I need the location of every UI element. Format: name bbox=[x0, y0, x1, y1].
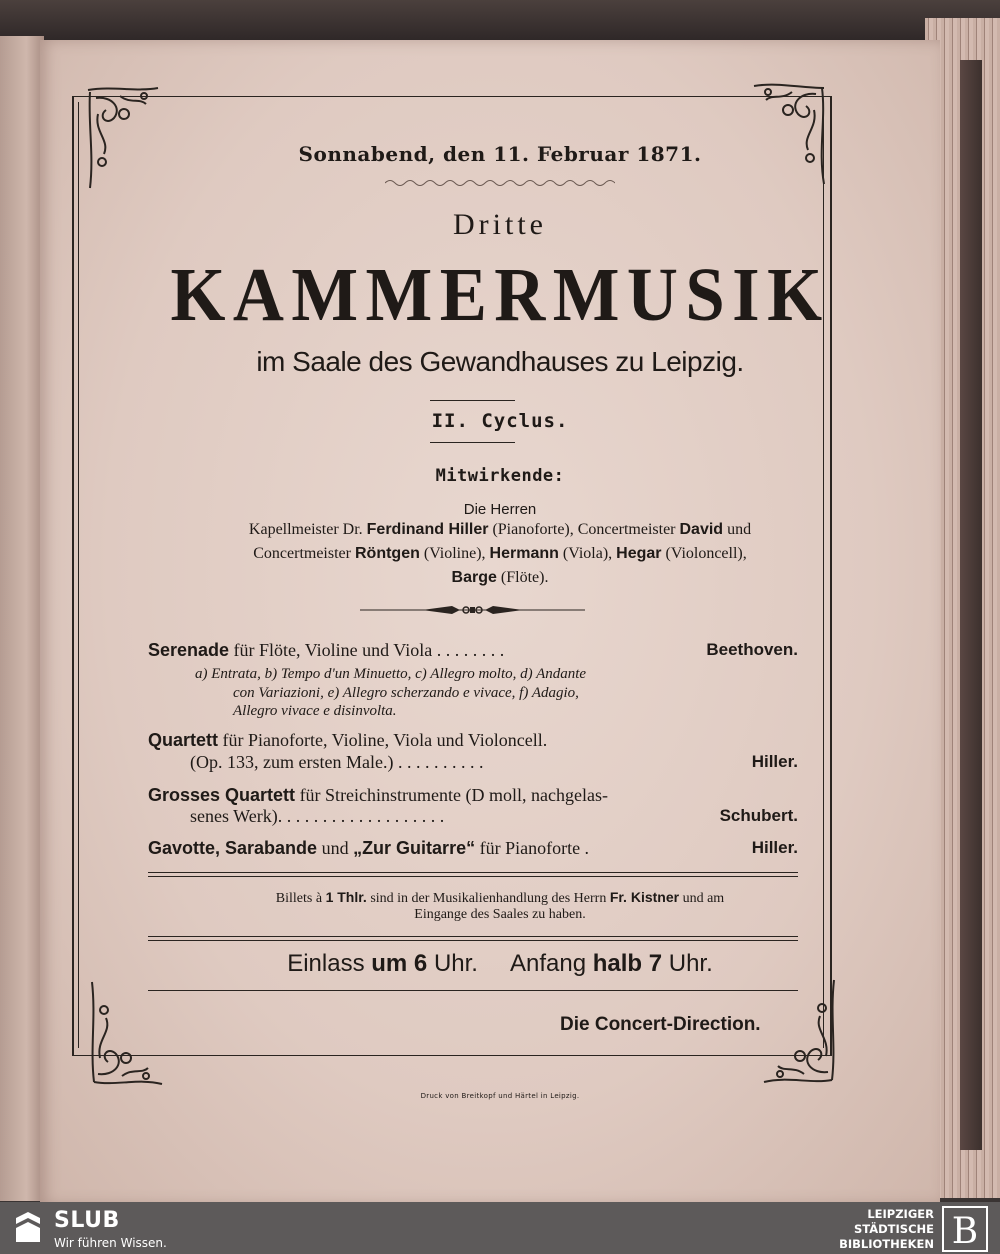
rule bbox=[430, 442, 515, 443]
work-title: Serenade bbox=[148, 640, 230, 660]
work-title: Gavotte, Sarabande bbox=[148, 838, 318, 858]
program-item: Grosses Quartett für Streichinstrumente (D moll, nachgelas- bbox=[148, 785, 608, 805]
double-rule bbox=[148, 936, 798, 944]
ticket-info: Billets à 1 Thlr. sind in der Musikalienhandlung des Herrn Fr. Kistner und am Eingange des Saales zu haben. bbox=[275, 889, 725, 922]
movement-list: Allegro vivace e disinvolta. bbox=[233, 703, 397, 719]
partner-library-name[interactable]: LEIPZIGER STÄDTISCHE BIBLIOTHEKEN bbox=[839, 1207, 934, 1251]
composer: Hiller. bbox=[751, 752, 798, 771]
program-item-cont: (Op. 133, zum ersten Male.) . . . . . . . . . . Hiller. bbox=[190, 752, 798, 772]
participants-line-2: Concertmeister Röntgen (Violine), Hermann (Viola), Hegar (Violoncell), bbox=[253, 545, 747, 562]
participants-heading: Mitwirkende: bbox=[435, 466, 565, 486]
work-title: Quartett bbox=[148, 730, 219, 750]
composer: Hiller. bbox=[751, 838, 798, 857]
program-item: Serenade für Flöte, Violine und Viola . . . . . . . . Beethoven. bbox=[148, 640, 798, 660]
wavy-divider bbox=[385, 178, 615, 188]
venue: im Saale des Gewandhauses zu Leipzig. bbox=[256, 346, 744, 377]
corner-ornament-bottom-right bbox=[760, 976, 840, 1086]
corner-ornament-bottom-left bbox=[86, 978, 166, 1088]
composer: Schubert. bbox=[719, 806, 798, 825]
printer-note: Druck von Breitkopf und Härtel in Leipzig. bbox=[420, 1092, 580, 1100]
performer-name: Ferdinand Hiller bbox=[366, 521, 489, 538]
partner-logo-icon[interactable] bbox=[942, 1206, 988, 1252]
double-rule bbox=[148, 872, 798, 880]
admission-times: Einlass um 6 Uhr. Anfang halb 7 Uhr. bbox=[287, 950, 713, 977]
signature: Die Concert-Direction. bbox=[560, 1014, 761, 1035]
performer-name: David bbox=[679, 521, 724, 538]
corner-ornament-top-left bbox=[84, 84, 164, 194]
ornamental-divider bbox=[360, 603, 585, 617]
concert-date: Sonnabend, den 11. Februar 1871. bbox=[298, 142, 702, 166]
participants-line-1: Kapellmeister Dr. Ferdinand Hiller (Pianoforte), Concertmeister David und bbox=[248, 521, 752, 538]
slub-logo-icon[interactable] bbox=[14, 1212, 42, 1242]
library-claim: Wir führen Wissen. bbox=[54, 1236, 167, 1250]
movement-list: con Variazioni, e) Allegro scherzando e vivace, f) Adagio, bbox=[233, 685, 579, 701]
composer: Beethoven. bbox=[706, 640, 798, 659]
rule bbox=[148, 990, 798, 991]
program-item: Gavotte, Sarabande und „Zur Guitarre“ für Pianoforte . Hiller. bbox=[148, 838, 798, 858]
main-title: KAMMERMUSIK bbox=[170, 253, 830, 337]
program-item-cont: senes Werk). . . . . . . . . . . . . . . . . . . Schubert. bbox=[190, 806, 798, 826]
movement-list: a) Entrata, b) Tempo d'un Minuetto, c) Allegro molto, d) Andante bbox=[195, 666, 587, 682]
performer-name: Röntgen bbox=[354, 545, 420, 562]
corner-ornament-top-right bbox=[748, 80, 828, 190]
performer-name: Hermann bbox=[489, 545, 559, 562]
performer-name: Barge bbox=[451, 569, 497, 586]
book-top-edge bbox=[0, 0, 1000, 40]
svg-text:B: B bbox=[951, 1211, 979, 1252]
participants-intro: Die Herren bbox=[463, 501, 537, 518]
library-name[interactable]: SLUB bbox=[54, 1208, 120, 1233]
rule bbox=[430, 400, 515, 401]
pre-title: Dritte bbox=[453, 208, 547, 241]
work-title: Grosses Quartett bbox=[148, 785, 296, 805]
participants-line-3: Barge (Flöte). bbox=[451, 569, 549, 586]
cycle-label: II. Cyclus. bbox=[431, 410, 569, 432]
performer-name: Hegar bbox=[616, 545, 662, 562]
program-item: Quartett für Pianoforte, Violine, Viola und Violoncell. bbox=[148, 730, 548, 750]
